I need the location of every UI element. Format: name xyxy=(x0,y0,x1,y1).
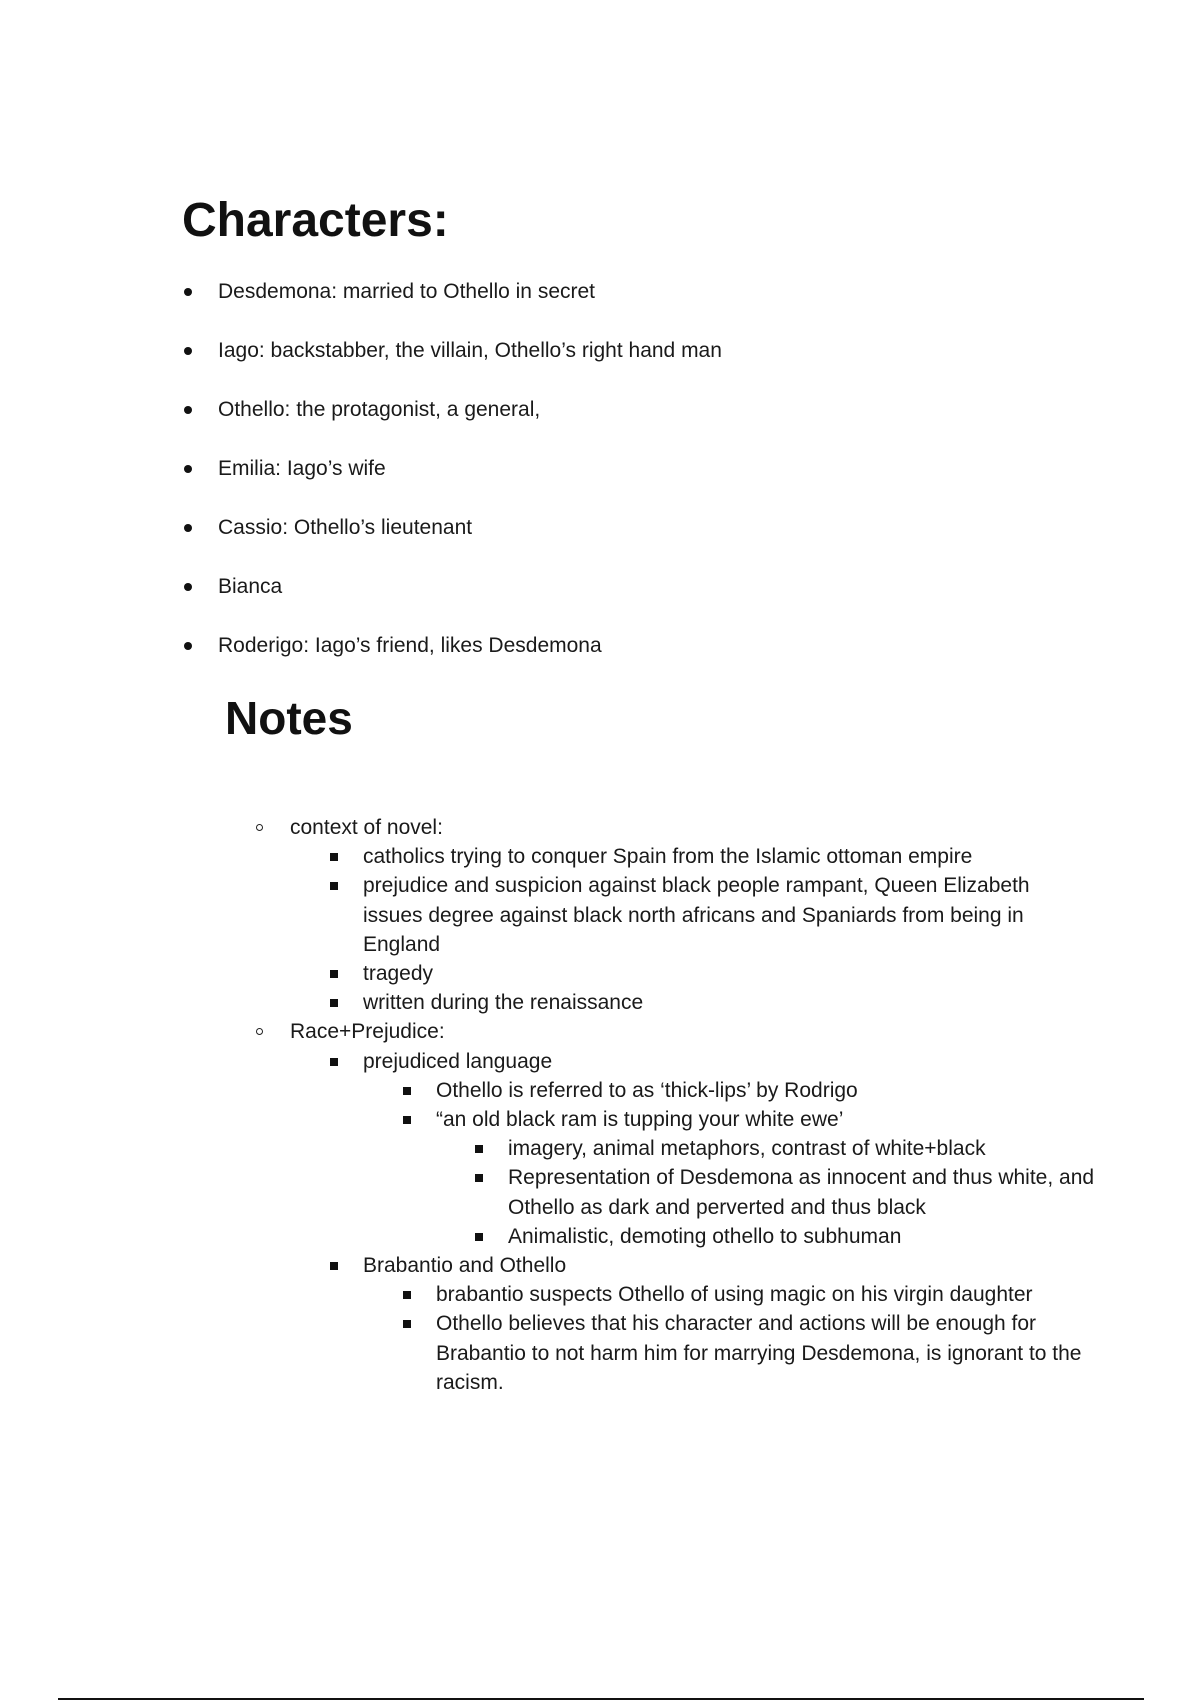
note-text: Othello is referred to as ‘thick-lips’ by Rodrigo xyxy=(436,1078,858,1102)
character-text: Cassio: Othello’s lieutenant xyxy=(218,516,473,539)
square-bullet-icon xyxy=(330,853,338,861)
note-deep-item xyxy=(0,1222,1098,1251)
character-item xyxy=(182,394,722,453)
note-text: prejudiced language xyxy=(363,1049,553,1073)
bullet-dot-icon xyxy=(184,347,192,355)
square-bullet-icon xyxy=(330,1058,338,1066)
square-bullet-icon xyxy=(475,1145,483,1153)
character-text: Iago: backstabber, the villain, Othello’s right hand man xyxy=(218,339,722,362)
note-text: “an old black ram is tupping your white ewe’ xyxy=(436,1108,844,1132)
note-subsubitem xyxy=(0,1076,1096,1105)
character-item xyxy=(182,512,722,571)
note-text: brabantio suspects Othello of using magic on his virgin daughter xyxy=(436,1283,1033,1307)
square-bullet-icon xyxy=(330,882,338,890)
notes-outline xyxy=(0,813,1200,1397)
note-subsubitem xyxy=(0,1280,1096,1309)
bullet-dot-icon xyxy=(184,524,192,532)
note-subitem xyxy=(0,842,1083,871)
note-text: written during the renaissance xyxy=(363,991,644,1015)
note-subitem xyxy=(0,1251,1083,1280)
note-subitem xyxy=(0,988,1083,1017)
bullet-dot-icon xyxy=(184,583,192,591)
hollow-circle-bullet-icon xyxy=(256,824,263,831)
note-subitem xyxy=(0,959,1083,988)
note-text: Race+Prejudice: xyxy=(290,1020,445,1044)
note-text: prejudice and suspicion against black people rampant, Queen Elizabeth issues degree against black north africans and Spaniards from being in England xyxy=(363,874,1030,956)
square-bullet-icon xyxy=(330,970,338,978)
character-text: Desdemona: married to Othello in secret xyxy=(218,280,596,303)
character-item xyxy=(182,453,722,512)
character-text: Emilia: Iago’s wife xyxy=(218,457,386,480)
bullet-dot-icon xyxy=(184,288,192,296)
character-text: Roderigo: Iago’s friend, likes Desdemona xyxy=(218,634,602,657)
note-text: tragedy xyxy=(363,962,434,986)
note-subsubitem xyxy=(0,1105,1096,1134)
note-subsubitem xyxy=(0,1309,1096,1397)
square-bullet-icon xyxy=(475,1233,483,1241)
note-text: catholics trying to conquer Spain from the Islamic ottoman empire xyxy=(363,845,973,869)
note-text: context of novel: xyxy=(290,816,443,839)
character-item xyxy=(182,571,722,630)
note-text: imagery, animal metaphors, contrast of white+black xyxy=(508,1137,986,1161)
note-text: Brabantio and Othello xyxy=(363,1254,567,1278)
note-text: Animalistic, demoting othello to subhuman xyxy=(508,1224,902,1248)
square-bullet-icon xyxy=(403,1116,411,1124)
square-bullet-icon xyxy=(330,999,338,1007)
hollow-circle-bullet-icon xyxy=(256,1028,263,1035)
bullet-dot-icon xyxy=(184,642,192,650)
character-text: Bianca xyxy=(218,575,283,598)
note-deep-item xyxy=(0,1163,1098,1221)
bullet-dot-icon xyxy=(184,465,192,473)
character-item xyxy=(182,276,722,335)
note-item-race xyxy=(0,1017,1200,1046)
note-deep-item xyxy=(0,1134,1098,1163)
notes-heading: Notes xyxy=(225,692,353,744)
square-bullet-icon xyxy=(330,1262,338,1270)
square-bullet-icon xyxy=(403,1291,411,1299)
characters-list xyxy=(182,276,722,689)
characters-heading: Characters: xyxy=(182,194,449,247)
note-subitem xyxy=(0,871,1083,959)
character-text: Othello: the protagonist, a general, xyxy=(218,398,541,421)
note-subitem xyxy=(0,1047,1083,1076)
square-bullet-icon xyxy=(403,1320,411,1328)
square-bullet-icon xyxy=(475,1174,483,1182)
note-text: Othello believes that his character and actions will be enough for Brabantio to not harm him for marrying Desdemona, is ignorant to the racism. xyxy=(436,1312,1082,1394)
character-item xyxy=(182,630,722,689)
note-text: Representation of Desdemona as innocent and thus white, and Othello as dark and perverted and thus black xyxy=(508,1166,1095,1219)
note-item-context xyxy=(0,813,1200,842)
bullet-dot-icon xyxy=(184,406,192,414)
square-bullet-icon xyxy=(403,1087,411,1095)
character-item xyxy=(182,335,722,394)
